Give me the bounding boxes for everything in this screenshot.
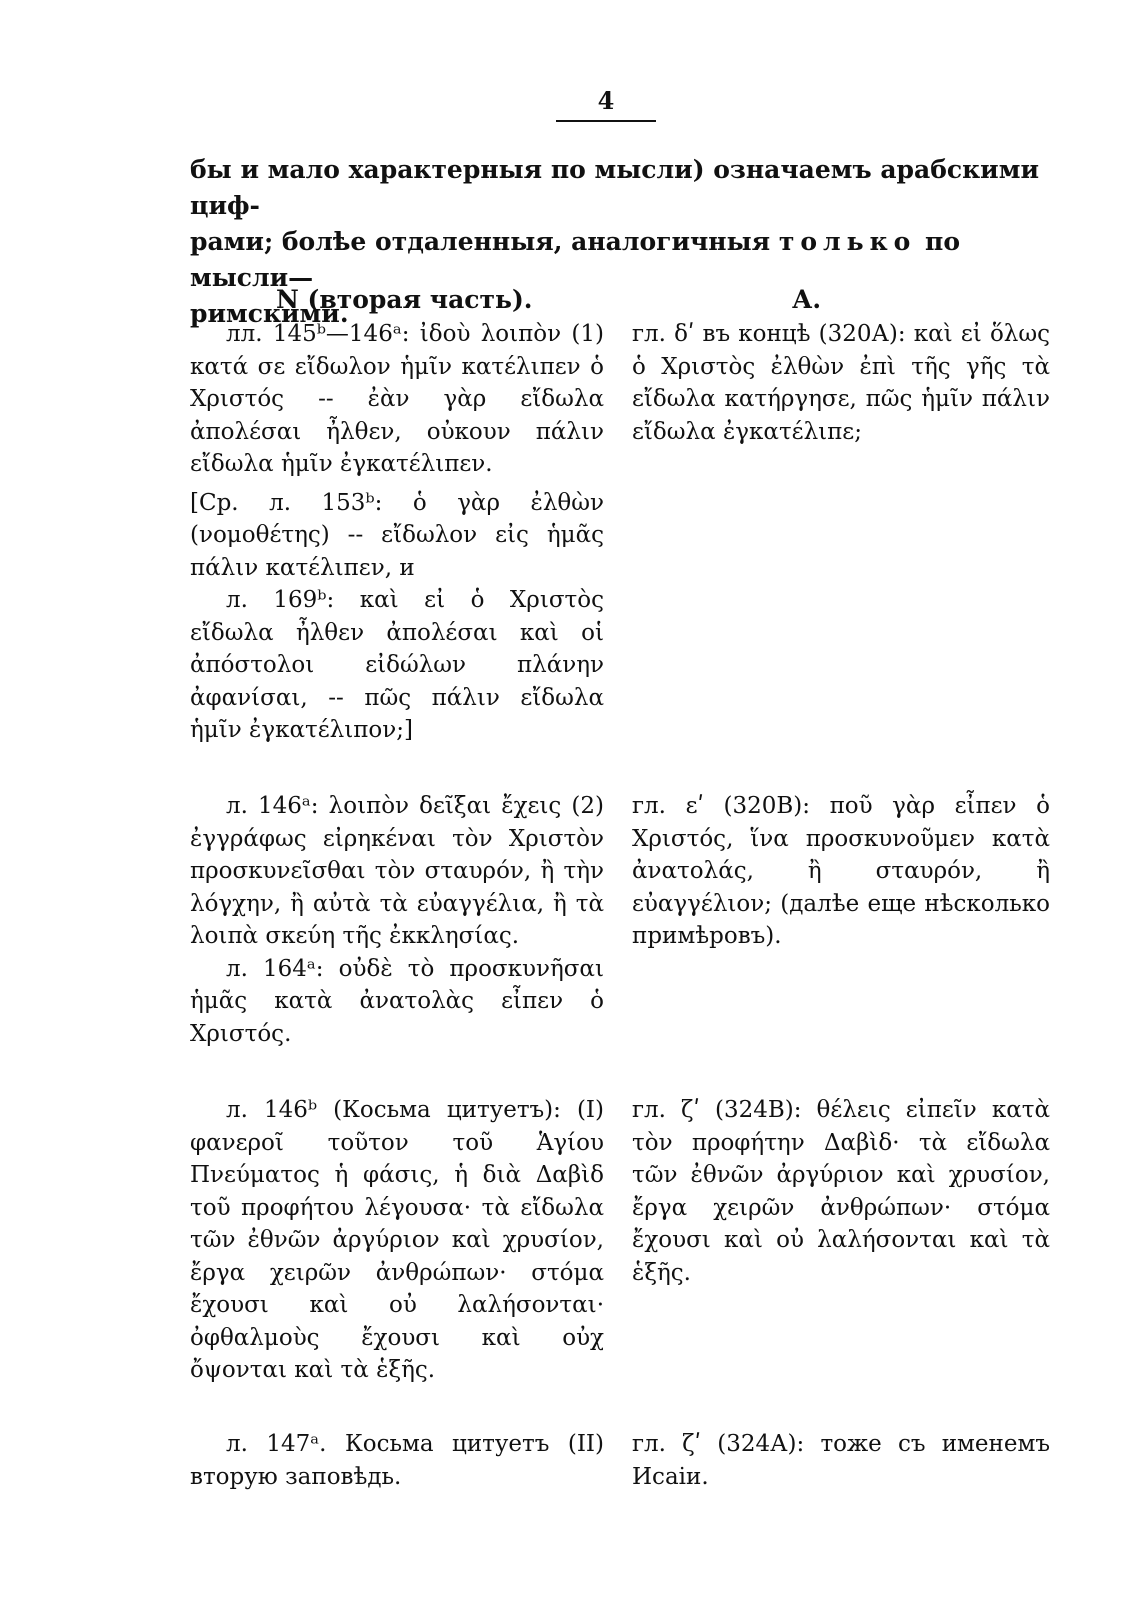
section-1-left-para-1: лл. 145ᵇ—146ᵃ: ἰδοὺ λοιπὸν (1) κατά σε εἴδωλον ἡμῖν κατέλιπεν ὁ Χριστός -- ἐὰν γὰρ εἴδωλα ἀπολέσαι ἦλθεν, οὐκουν πάλιν εἴδωλα ἡμῖν ἐγκατέλιπεν. (190, 321, 604, 477)
section-1-left-para-3: л. 169ᵇ: καὶ εἰ ὁ Χριστὸς εἴδωλα ἦλθεν ἀπολέσαι καὶ οἱ ἀπόστολοι εἰδώλων πλάνην ἀφανίσαι, -- πῶς πάλιν εἴδωλα ἡμῖν ἐγκατέλιπον;] (190, 587, 604, 743)
section-2-right: гл. εʹ (320В): ποῦ γὰρ εἶπεν ὁ Χριστός, ἵνα προσκυνοῦμεν κατὰ ἀνατολάς, ἢ σταυρόν, ἢ εὐαγγέλιον; (далѣе еще нѣсколько примѣровъ). (632, 793, 1050, 949)
section-2-left-para-1: л. 146ᵃ: λοιπὸν δεῖξαι ἔχεις (2) ἐγγράφως εἰρηκέναι τὸν Χριστὸν προσκυνεῖσθαι τὸν σταυρόν, ἢ τὴν λόγχην, ἢ αὐτὰ τὰ εὐαγγέλια, ἢ τὰ λοιπὰ σκεύη τῆς ἐκκλησίας. (190, 793, 604, 949)
section-4-left (190, 1428, 604, 1493)
section-4-right: гл. ζʹ (324А): тоже съ именемъ Исаіи. (632, 1431, 1050, 1490)
section-1-left (190, 318, 604, 747)
section-3-left (190, 1094, 604, 1387)
section-3-left-para-1: л. 146ᵇ (Косьма цитуетъ): (I) φανεροῖ τοῦτον τοῦ Ἁγίου Πνεύματος ἡ φάσις, ἡ διὰ Δαβὶδ τοῦ προφήτου λέγουσα· τὰ εἴδωλα τῶν ἐθνῶν ἀργύριον καὶ χρυσίον, ἔργα χειρῶν ἀνθρώπων· στόμα ἔχουσι καὶ οὐ λαλήσονται· ὀφθαλμοὺς ἔχουσι καὶ οὐχ ὄψονται καὶ τὰ ἑξῆς. (190, 1097, 604, 1383)
page-number: 4 (597, 86, 615, 115)
section-4-left-para-1: л. 147ᵃ. Косьма цитуетъ (II) вторую заповѣдь. (190, 1431, 604, 1490)
section-1-left-para-2: [Ср. л. 153ᵇ: ὁ γὰρ ἐλθὼν (νομοθέτης) -- εἴδωλον εἰς ἡμᾶς πάλιν κατέλιπεν, и (190, 489, 604, 581)
right-column-header: А. (792, 285, 822, 314)
page-number-rule (556, 120, 656, 122)
section-1-right: гл. δʹ въ концѣ (320А): καὶ εἰ ὅλως ὁ Χριστὸς ἐλθὼν ἐπὶ τῆς γῆς τὰ εἴδωλα κατήργησε, πῶς ἡμῖν πάλιν εἴδωλα ἐγκατέλιπε; (632, 321, 1050, 445)
section-2-left-para-2: л. 164ᵃ: οὐδὲ τὸ προσκυνῆσαι ἡμᾶς κατὰ ἀνατολὰς εἶπεν ὁ Χριστός. (190, 955, 604, 1047)
intro-emphasis: только (778, 227, 917, 256)
intro-line-3: римскими. (190, 299, 349, 328)
section-3-right: гл. ζʹ (324В): θέλεις εἰπεῖν κατὰ τὸν προφήτην Δαβὶδ· τὰ εἴδωλα τῶν ἐθνῶν ἀργύριον καὶ χρυσίον, ἔργα χειρῶν ἀνθρώπων· στόμα ἔχουσι καὶ οὐ λαλήσονται καὶ τὰ ἑξῆς. (632, 1097, 1050, 1286)
intro-line-2c: по мысли— (190, 227, 961, 292)
intro-line-1: бы и мало характерныя по мысли) означаемъ арабскими циф- (190, 155, 1039, 220)
left-column-header: N (вторая часть). (276, 285, 533, 314)
intro-line-2a: рами; болѣе отдаленныя, аналогичныя (190, 227, 779, 256)
section-2-left (190, 790, 604, 1050)
